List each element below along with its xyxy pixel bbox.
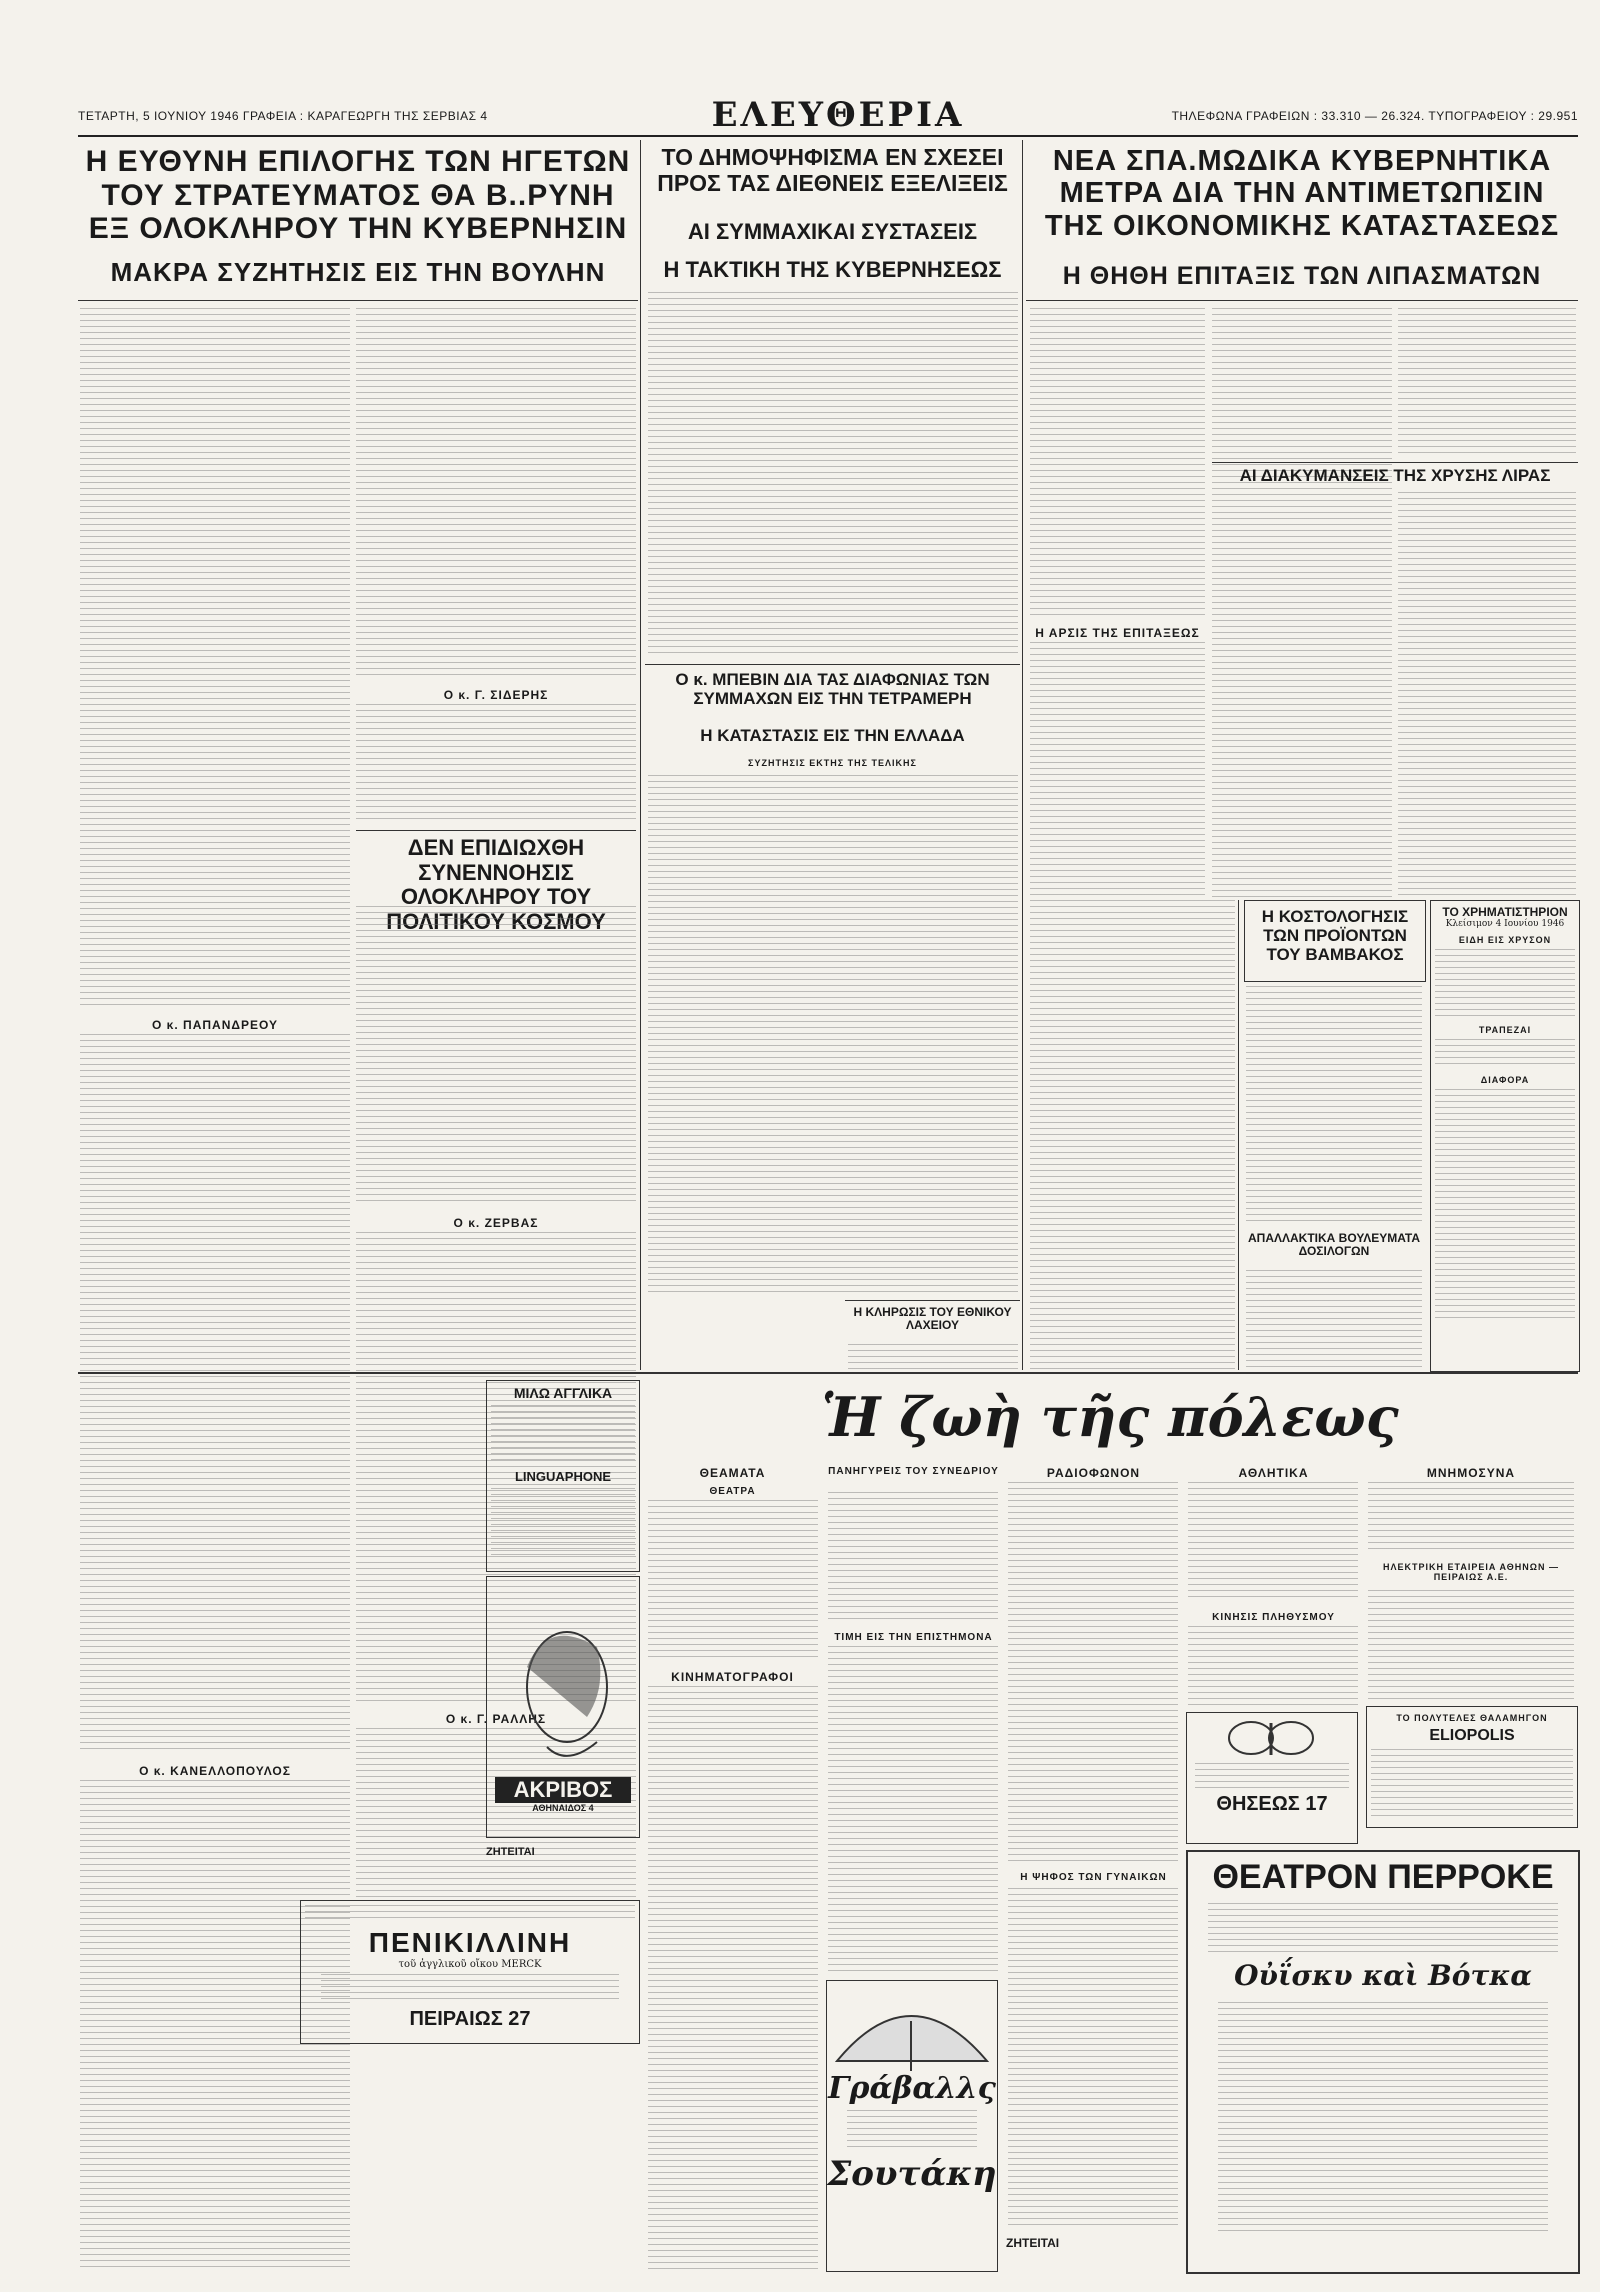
- section-heading: ΡΑΔΙΟΦΩΝΟΝ: [1046, 1466, 1141, 1480]
- perroke-theatre-ad: [1186, 1850, 1580, 2274]
- newspaper-title: ΕΛΕΥΘΕΡΙΑ: [711, 95, 965, 135]
- headline-gold: ΑΙ ΔΙΑΚΥΜΑΝΣΕΙΣ ΤΗΣ ΧΡΥΣΗΣ ΛΙΡΑΣ: [1239, 466, 1551, 485]
- eliopolis-brand: ELIOPOLIS: [1429, 1727, 1515, 1744]
- article-text: [1246, 986, 1422, 1226]
- headline-measures: ΝΕΑ ΣΠΑ.ΜΩΔΙΚΑ ΚΥΒΕΡΝΗΤΙΚΑ ΜΕΤΡΑ ΔΙΑ ΤΗΝ ΑΝΤΙΜΕΤΩΠΙΣΙΝ ΤΗΣ ΟΙΚΟΝΟΜΙΚΗΣ ΚΑΤΑΣΤΑΣΕΩΣ: [1044, 145, 1560, 242]
- theseos-ad: [1186, 1712, 1358, 1844]
- headline-cotton: Η ΚΟΣΤΟΛΟΓΗΣΙΣ ΤΩΝ ΠΡΟΪΟΝΤΩΝ ΤΟΥ ΒΑΜΒΑΚΟΣ: [1261, 907, 1409, 965]
- article-text: [356, 308, 636, 678]
- headline-block: [645, 670, 1020, 710]
- stock-title: ΤΟ ΧΡΗΜΑΤΙΣΤΗΡΙΟΝ: [1442, 905, 1568, 919]
- eliopolis-ad: [1366, 1706, 1578, 1828]
- graballs-brand: Γράβαλλς: [828, 2071, 996, 2106]
- sports-text: [1188, 1482, 1358, 1602]
- article-text: [1398, 492, 1576, 897]
- headline-block: [1026, 145, 1578, 255]
- headline-block: [845, 1306, 1020, 1342]
- section-heading: ΑΘΛΗΤΙΚΑ: [1238, 1466, 1309, 1480]
- subheadline-allied: ΑΙ ΣΥΜΜΑΧΙΚΑΙ ΣΥΣΤΑΣΕΙΣ: [687, 219, 978, 244]
- lead-article-text-1: [80, 308, 350, 1008]
- cotton-headline-box: [1244, 900, 1426, 982]
- graballs-ad: [826, 1980, 998, 2272]
- subheadline-block: [645, 220, 1020, 248]
- article-text: [356, 704, 636, 824]
- headline-block: [1244, 1232, 1424, 1268]
- headline-block: [1212, 466, 1578, 488]
- akrivos-address: ΑΘΗΝΑΙΔΟΣ 4: [532, 1803, 594, 1813]
- stock-exchange-box: [1430, 900, 1580, 1372]
- soutaki-brand: Σουτάκη: [827, 2154, 997, 2194]
- akrivos-ad: [486, 1576, 640, 1838]
- gold-table-header: ΕΙΔΗ ΕΙΣ ΧΡΥΣΟΝ: [1458, 935, 1552, 945]
- column-rule: [640, 140, 641, 1370]
- section-heading: Η ΑΡΣΙΣ ΤΗΣ ΕΠΙΤΑΞΕΩΣ: [1035, 626, 1200, 640]
- city-life-title: Ἡ ζωὴ τῆς πόλεως: [821, 1385, 1399, 1449]
- divider: [845, 1300, 1020, 1301]
- subheadline-block: [645, 726, 1020, 748]
- theatre-listings: [648, 1500, 818, 1660]
- divider: [1026, 300, 1578, 301]
- headline-lottery: Η ΚΛΗΡΩΣΙΣ ΤΟΥ ΕΘΝΙΚΟΥ ΛΑΧΕΙΟΥ: [853, 1305, 1012, 1333]
- lead-subheadline-block: [78, 258, 638, 298]
- memorial-text: [1368, 1482, 1574, 1552]
- article-text: [1398, 308, 1576, 458]
- section-divider: [78, 1372, 1578, 1374]
- perroke-title: ΘΕΑΤΡΟΝ ΠΕΡΡΟΚΕ: [1212, 1858, 1554, 1896]
- english-ad-title: ΜΙΛΩ ΑΓΓΛΙΚΑ: [513, 1385, 613, 1401]
- subheadline-tactics: Η ΤΑΚΤΙΚΗ ΤΗΣ ΚΥΒΕΡΝΗΣΕΩΣ: [663, 257, 1002, 282]
- penicillin-address: ΠΕΙΡΑΙΩΣ 27: [409, 2008, 531, 2030]
- bank-table-header: ΤΡΑΠΕΖΑΙ: [1478, 1025, 1532, 1035]
- misc-table-header: ΔΙΑΦΟΡΑ: [1480, 1075, 1530, 1085]
- article-text: [848, 1344, 1018, 1370]
- section-heading: ΚΙΝΗΣΙΣ ΠΛΗΘΥΣΜΟΥ: [1212, 1612, 1335, 1623]
- bank-table: [1435, 1039, 1575, 1069]
- woman-illustration: [487, 1577, 637, 1777]
- penicillin-brand: ΠΕΝΙΚΙΛΛΙΝΗ: [368, 1927, 572, 1958]
- headline-block: [645, 145, 1020, 215]
- stock-subtitle: Κλείσιμον 4 Ιουνίου 1946: [1445, 919, 1565, 929]
- city-life-banner: [645, 1385, 1575, 1455]
- cinema-listings: [648, 1686, 818, 2271]
- article-text: [356, 906, 636, 1206]
- section-heading: Ο κ. ΠΑΠΑΝΔΡΕΟΥ: [152, 1018, 278, 1032]
- umbrella-illustration: [827, 1981, 995, 2071]
- section-heading: ΤΙΜΗ ΕΙΣ ΤΗΝ ΕΠΙΣΤΗΜΟΝΑ: [834, 1632, 993, 1643]
- headline-referendum: ΤΟ ΔΗΜΟΨΗΦΙΣΜΑ ΕΝ ΣΧΕΣΕΙ ΠΡΟΣ ΤΑΣ ΔΙΕΘΝΕΙΣ ΕΞΕΛΙΞΕΙΣ: [657, 144, 1008, 196]
- column-rule: [1238, 900, 1239, 1370]
- article-text: [1030, 308, 1205, 618]
- subheadline-block: [1026, 262, 1578, 298]
- linguaphone-ad: [486, 1380, 640, 1572]
- divider: [78, 300, 638, 301]
- section-heading: Η ΨΗΦΟΣ ΤΩΝ ΓΥΝΑΙΚΩΝ: [1020, 1872, 1167, 1883]
- article-text: [1368, 1590, 1574, 1700]
- divider: [1212, 462, 1578, 463]
- lead-headline: Η ΕΥΘΥΝΗ ΕΠΙΛΟΓΗΣ ΤΩΝ ΗΓΕΤΩΝ ΤΟΥ ΣΤΡΑΤΕΥΜΑΤΟΣ ΘΑ Β..ΡΥΝΗ ΕΞ ΟΛΟΚΛΗΡΟΥ ΤΗΝ ΚΥΒΕΡΝΗΣΙΝ: [85, 145, 631, 246]
- classified: [1006, 2232, 1181, 2262]
- penicillin-ad: [300, 1900, 640, 2044]
- section-heading: ΘΕΑΤΡΑ: [709, 1486, 756, 1497]
- section-heading: ΗΛΕΚΤΡΙΚΗ ΕΤΑΙΡΕΙΑ ΑΘΗΝΩΝ — ΠΕΙΡΑΙΩΣ Α.Ε.: [1383, 1562, 1559, 1582]
- article-text: [1030, 900, 1235, 1370]
- misc-table: [1435, 1089, 1575, 1319]
- akrivos-brand: ΑΚΡΙΒΟΣ: [495, 1777, 631, 1803]
- wanted-label: ΖΗΤΕΙΤΑΙ: [486, 1846, 535, 1858]
- penicillin-sub: τοῦ ἀγγλικοῦ οἴκου MERCK: [398, 1959, 542, 1970]
- wanted-label-2: ΖΗΤΕΙΤΑΙ: [1006, 2236, 1060, 2250]
- eliopolis-header: ΤΟ ΠΟΛΥΤΕΛΕΣ ΘΑΛΑΜΗΓΟΝ: [1396, 1713, 1548, 1723]
- section-heading: Ο κ. Γ. ΣΙΔΕΡΗΣ: [443, 688, 549, 702]
- section-heading: Ο κ. Γ. ΡΑΛΛΗΣ: [445, 1712, 547, 1726]
- article-text: [648, 292, 1018, 657]
- article-text: [1008, 1888, 1178, 2228]
- radio-listings: [1008, 1482, 1178, 1862]
- date-line: ΤΕΤΑΡΤΗ, 5 ΙΟΥΝΙΟΥ 1946 ΓΡΑΦΕΙΑ : ΚΑΡΑΓΕΩΡΓΗ ΤΗΣ ΣΕΡΒΙΑΣ 4: [78, 109, 488, 123]
- classified: [486, 1840, 638, 1880]
- headline-cooperation: ΔΕΝ ΕΠΙΔΙΩΧΘΗ ΣΥΝΕΝΝΟΗΣΙΣ ΟΛΟΚΛΗΡΟΥ ΤΟΥ ΠΟΛΙΤΙΚΟΥ ΚΟΣΜΟΥ: [386, 835, 606, 934]
- lead-subheadline: ΜΑΚΡΑ ΣΥΖΗΤΗΣΙΣ ΕΙΣ ΤΗΝ ΒΟΥΛΗΝ: [110, 257, 606, 287]
- subheadline-greece: Η ΚΑΤΑΣΤΑΣΙΣ ΕΙΣ ΤΗΝ ΕΛΛΑΔΑ: [700, 726, 965, 745]
- section-heading: ΘΕΑΜΑΤΑ: [699, 1466, 766, 1480]
- small-heading: ΣΥΖΗΤΗΣΙΣ ΕΚΤΗΣ ΤΗΣ ΤΕΛΙΚΗΣ: [748, 758, 917, 768]
- theseos-address: ΘΗΣΕΩΣ 17: [1216, 1793, 1328, 1815]
- article-text: [1188, 1626, 1358, 1706]
- subheadline-fertilizers: Η ΘΗΘΗ ΕΠΙΤΑΞΙΣ ΤΩΝ ΛΙΠΑΣΜΑΤΩΝ: [1062, 262, 1542, 290]
- article-text: [828, 1492, 998, 1622]
- headline-block: [356, 835, 636, 934]
- headline-bevin: Ο κ. ΜΠΕΒΙΝ ΔΙΑ ΤΑΣ ΔΙΑΦΩΝΙΑΣ ΤΩΝ ΣΥΜΜΑΧΩΝ ΕΙΣ ΤΗΝ ΤΕΤΡΑΜΕΡΗ: [675, 670, 990, 709]
- divider: [645, 664, 1020, 665]
- subheadline-block: [645, 258, 1020, 286]
- article-text: [1030, 642, 1205, 897]
- section-heading: ΚΙΝΗΜΑΤΟΓΡΑΦΟΙ: [671, 1670, 794, 1684]
- section-heading: Ο κ. ΚΑΝΕΛΛΟΠΟΥΛΟΣ: [139, 1764, 291, 1778]
- perroke-play: Οὐΐσκυ καὶ Βότκα: [1234, 1959, 1532, 1992]
- column-rule: [1022, 140, 1023, 1370]
- linguaphone-brand: LINGUAPHONE: [514, 1469, 612, 1484]
- article-text: [1212, 308, 1392, 898]
- gold-table: [1435, 949, 1575, 1019]
- article-text: [648, 775, 1018, 1295]
- masthead: [78, 95, 1578, 137]
- section-heading: ΜΝΗΜΟΣΥΝΑ: [1426, 1466, 1516, 1480]
- section-heading: ΠΑΝΗΓΥΡΕΙΣ ΤΟΥ ΣΥΝΕΔΡΙΟΥ: [828, 1466, 999, 1477]
- phone-line: ΤΗΛΕΦΩΝΑ ΓΡΑΦΕΙΩΝ : 33.310 — 26.324. ΤΥΠΟΓΡΑΦΕΙΟΥ : 29.951: [1171, 109, 1578, 123]
- divider: [356, 830, 636, 831]
- lead-article-text-2: [80, 1034, 350, 1754]
- article-text: [1246, 1270, 1422, 1370]
- section-heading: Ο κ. ΖΕΡΒΑΣ: [453, 1216, 539, 1230]
- butterfly-illustration: [1187, 1713, 1355, 1763]
- article-text: [828, 1646, 998, 1976]
- headline-parliament: ΑΠΑΛΛΑΚΤΙΚΑ ΒΟΥΛΕΥΜΑΤΑ ΔΟΣΙΛΟΓΩΝ: [1247, 1231, 1421, 1259]
